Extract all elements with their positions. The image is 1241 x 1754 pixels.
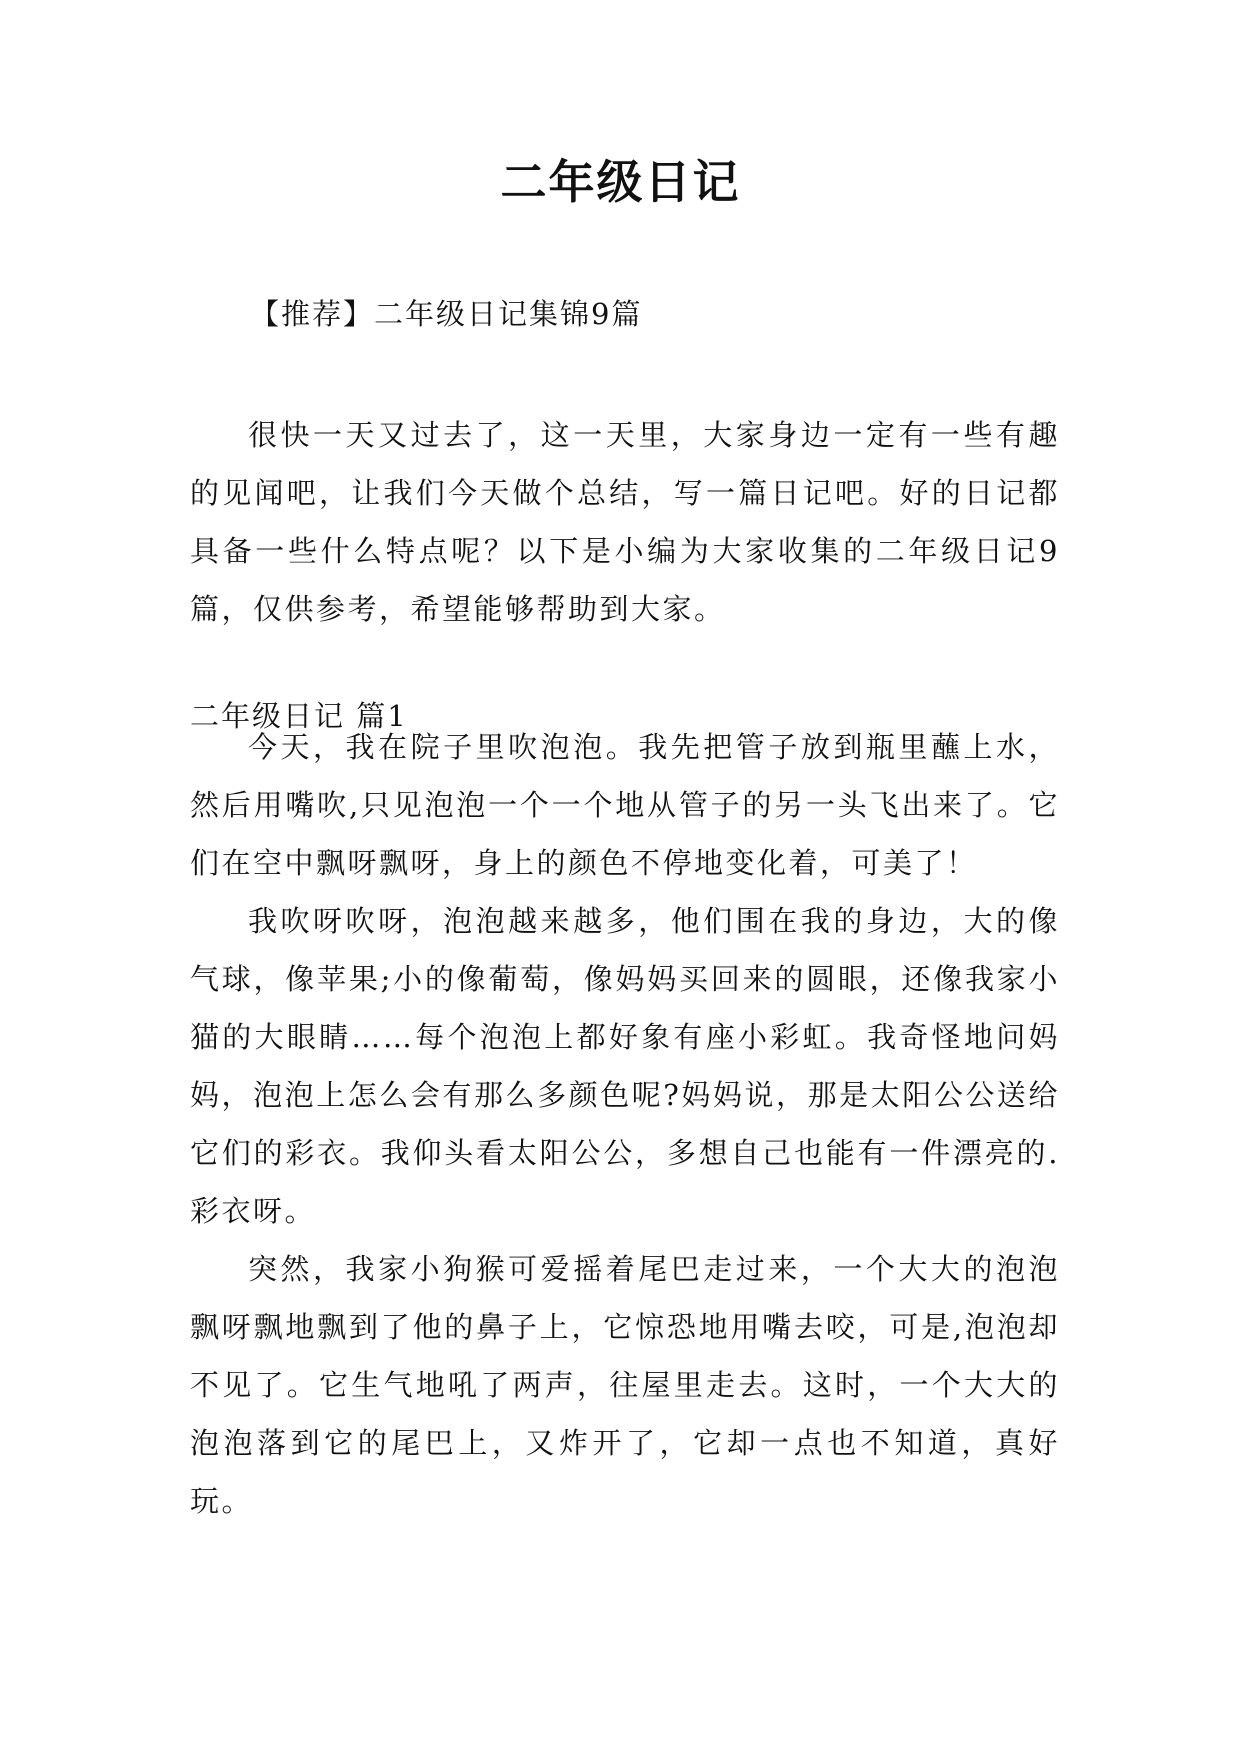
page-title: 二年级日记 [500, 155, 741, 209]
intro-paragraph: 很快一天又过去了，这一天里，大家身边一定有一些有趣的见闻吧，让我们今天做个总结，写一篇日记吧。好的日记都具备一些什么特点呢？以下是小编为大家收集的二年级日记9篇，仅供参考，希望能够帮助到大家。 [190, 418, 1060, 626]
body-paragraph: 今天，我在院子里吹泡泡。我先把管子放到瓶里蘸上水，然后用嘴吹,只见泡泡一个一个地从管子的另一头飞出来了。它们在空中飘呀飘呀，身上的颜色不停地变化着，可美了！ [190, 730, 1060, 880]
document-subtitle: 【推荐】二年级日记集锦9篇 [250, 297, 643, 331]
section-heading: 二年级日记 篇1 [190, 699, 408, 733]
intro-block [190, 406, 1060, 638]
section-body [190, 718, 1060, 1530]
body-paragraph: 我吹呀吹呀，泡泡越来越多，他们围在我的身边，大的像气球，像苹果;小的像葡萄，像妈妈买回来的圆眼，还像我家小猫的大眼睛……每个泡泡上都好象有座小彩虹。我奇怪地问妈妈，泡泡上怎么会有那么多颜色呢?妈妈说，那是太阳公公送给它们的彩衣。我仰头看太阳公公，多想自己也能有一件漂亮的.彩衣呀。 [190, 904, 1060, 1228]
body-paragraph: 突然，我家小狗猴可爱摇着尾巴走过来，一个大大的泡泡飘呀飘地飘到了他的鼻子上，它惊恐地用嘴去咬，可是,泡泡却不见了。它生气地吼了两声，往屋里走去。这时，一个大大的泡泡落到它的尾巴上，又炸开了，它却一点也不知道，真好玩。 [190, 1252, 1060, 1518]
